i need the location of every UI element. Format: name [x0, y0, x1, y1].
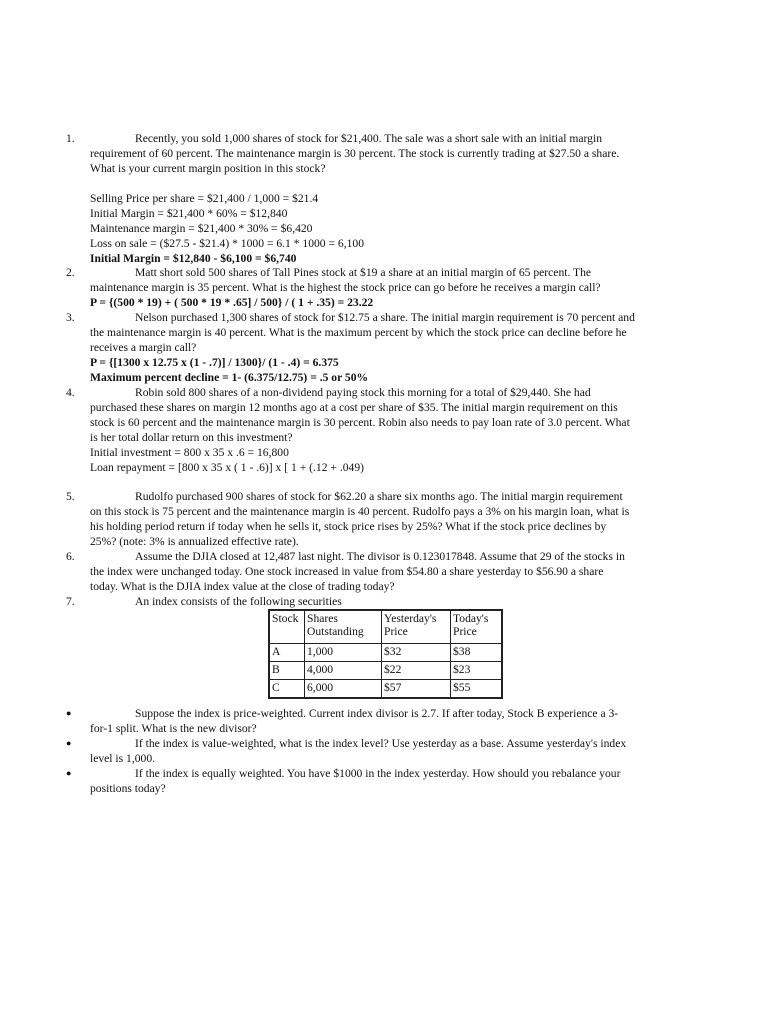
table-cell: $22 [382, 662, 451, 680]
table-header-row [269, 610, 502, 644]
table-row [269, 662, 502, 680]
question-number: 4. [66, 386, 75, 399]
question-number: 6. [66, 550, 75, 563]
calculation-line: Maintenance margin = $21,400 * 30% = $6,420 [90, 222, 313, 235]
calculation-line: Initial Margin = $21,400 * 60% = $12,840 [90, 207, 288, 220]
question-number: 7. [66, 595, 75, 608]
question-text: Recently, you sold 1,000 shares of stock for $21,400. The sale was a short sale with an initial margin [135, 132, 602, 145]
table-header-cell: Stock [269, 610, 305, 644]
table-header-cell: Yesterday's Price [382, 610, 451, 644]
table-cell: $55 [451, 680, 503, 699]
table-cell: C [269, 680, 305, 699]
question-5 [66, 489, 681, 549]
bullet-text: If the index is equally weighted. You have $1000 in the index yesterday. How should you rebalance your [135, 767, 621, 780]
bullet-question-3 [66, 766, 681, 796]
calculation-line: Loan repayment = [800 x 35 x ( 1 - .6)] x [ 1 + (.12 + .049) [90, 461, 364, 474]
question-text: Nelson purchased 1,300 shares of stock for $12.75 a share. The initial margin requirement is 70 percent and [135, 311, 635, 324]
question-text: maintenance margin is 35 percent. What is the highest the stock price can go before he receives a margin call? [90, 281, 601, 294]
calculation-line: Initial investment = 800 x 35 x .6 = 16,800 [90, 446, 289, 459]
bullet-icon: ● [66, 768, 72, 778]
answer-line: P = {(500 * 19) + ( 500 * 19 * .65] / 500} / ( 1 + .35) = 23.22 [90, 296, 374, 309]
question-number: 2. [66, 266, 75, 279]
table-cell: $32 [382, 644, 451, 662]
bullet-icon: ● [66, 708, 72, 718]
bullet-question-1 [66, 706, 681, 736]
calculation-line: Selling Price per share = $21,400 / 1,000 = $21.4 [90, 192, 319, 205]
question-text: stock is 60 percent and the maintenance margin is 30 percent. Robin also needs to pay loan rate of 3.0 percent. What [90, 416, 630, 429]
question-7 [66, 594, 681, 609]
question-number: 1. [66, 132, 75, 145]
table-header-cell: Shares Outstanding [305, 610, 382, 644]
question-text: 25%? (note: 3% is annualized effective rate). [90, 535, 299, 548]
table-cell: $23 [451, 662, 503, 680]
question-text: his holding period return if today when he sells it, stock price rises by 25%? What if the stock price declines by [90, 520, 607, 533]
question-text: Robin sold 800 shares of a non-dividend paying stock this morning for a total of $29,440. She had [135, 386, 591, 399]
table-cell: A [269, 644, 305, 662]
bullet-icon: ● [66, 738, 72, 748]
table-cell: 6,000 [305, 680, 382, 699]
table-header-cell: Today's Price [451, 610, 503, 644]
table-cell: 4,000 [305, 662, 382, 680]
question-number: 5. [66, 490, 75, 503]
question-2 [66, 265, 681, 310]
question-1 [66, 131, 681, 266]
question-text: purchased these shares on margin 12 months ago at a cost per share of $35. The initial margin requirement on this [90, 401, 618, 414]
calculation-line: Loss on sale = ($27.5 - $21.4) * 1000 = 6.1 * 1000 = 6,100 [90, 237, 365, 250]
question-text: Rudolfo purchased 900 shares of stock for $62.20 a share six months ago. The initial margin requirement [135, 490, 623, 503]
answer-line: P = {[1300 x 12.75 x (1 - .7)] / 1300}/ (1 - .4) = 6.375 [90, 356, 339, 369]
question-text: today. What is the DJIA index value at the close of trading today? [90, 580, 395, 593]
question-text: is her total dollar return on this investment? [90, 431, 293, 444]
question-text: Assume the DJIA closed at 12,487 last night. The divisor is 0.123017848. Assume that 29 of the stocks in [135, 550, 625, 563]
question-number: 3. [66, 311, 75, 324]
question-text: requirement of 60 percent. The maintenance margin is 30 percent. The stock is currently trading at $27.50 a share. [90, 147, 620, 160]
bullet-text: level is 1,000. [90, 752, 156, 765]
bullet-text: positions today? [90, 782, 166, 795]
bullet-question-2 [66, 736, 681, 766]
question-3 [66, 310, 681, 385]
question-text: the index were unchanged today. One stock increased in value from $54.80 a share yesterday to $56.90 a share [90, 565, 604, 578]
question-text: Matt short sold 500 shares of Tall Pines stock at $19 a share at an initial margin of 65 percent. The [135, 266, 592, 279]
table-row [269, 680, 502, 699]
question-6 [66, 549, 681, 594]
table-cell: B [269, 662, 305, 680]
table-cell: 1,000 [305, 644, 382, 662]
question-text: the maintenance margin is 40 percent. What is the maximum percent by which the stock price can decline before he [90, 326, 627, 339]
bullet-text: If the index is value-weighted, what is the index level? Use yesterday as a base. Assume yesterday's index [135, 737, 627, 750]
table-cell: $57 [382, 680, 451, 699]
securities-table [268, 609, 503, 699]
answer-line: Maximum percent decline = 1- (6.375/12.75) = .5 or 50% [90, 371, 369, 384]
answer-line: Initial Margin = $12,840 - $6,100 = $6,740 [90, 252, 297, 265]
table-row [269, 644, 502, 662]
question-text: receives a margin call? [90, 341, 197, 354]
table-cell: $38 [451, 644, 503, 662]
question-text: on this stock is 75 percent and the maintenance margin is 40 percent. Rudolfo pays a 3% on his margin loan, what is [90, 505, 630, 518]
question-4 [66, 385, 681, 475]
bullet-text: for-1 split. What is the new divisor? [90, 722, 257, 735]
question-text: What is your current margin position in this stock? [90, 162, 326, 175]
bullet-text: Suppose the index is price-weighted. Current index divisor is 2.7. If after today, Stock B experience a 3- [135, 707, 619, 720]
question-text: An index consists of the following securities [135, 595, 342, 608]
